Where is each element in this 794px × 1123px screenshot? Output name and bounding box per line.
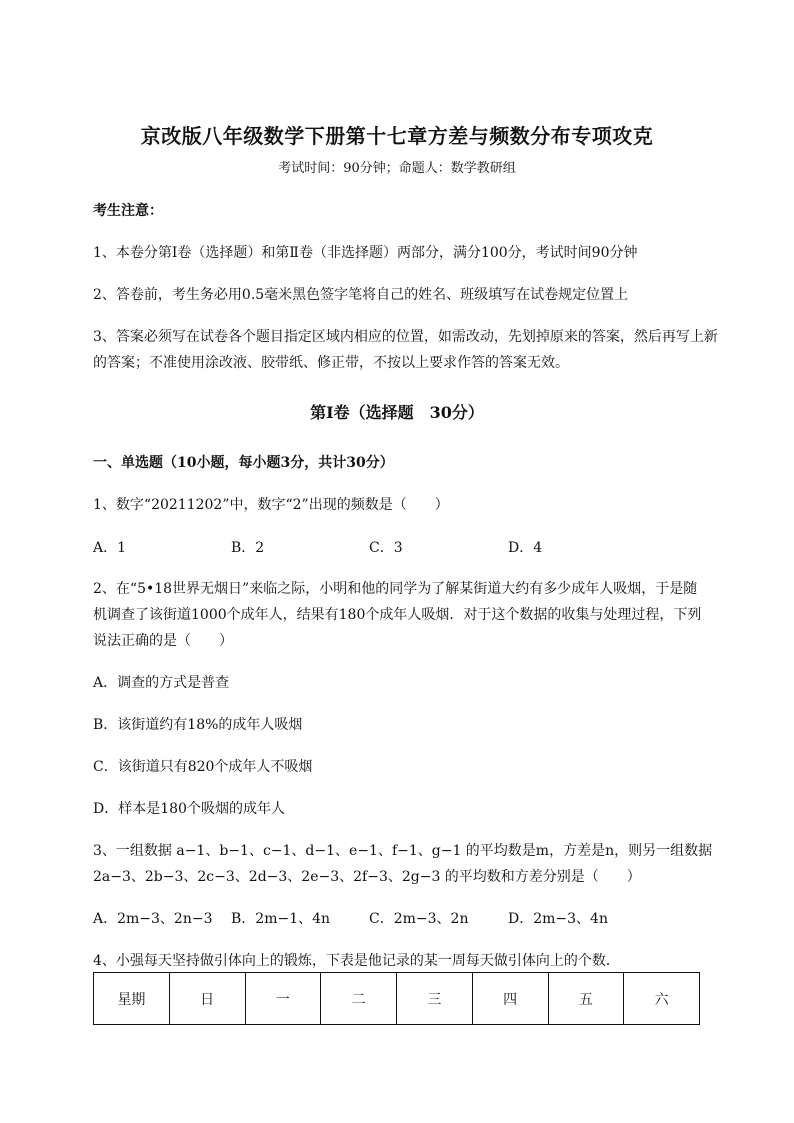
q2-option-d: D．样本是180个吸烟的成年人 <box>93 801 285 817</box>
notice-item-3: 3、答案必须写在试卷各个题目指定区域内相应的位置，如需改动，先划掉原来的答案，然后再写上新 <box>93 329 718 345</box>
table-header-cell: 五 <box>548 973 624 1025</box>
q2-stem-line-3: 说法正确的是（ ） <box>93 633 233 649</box>
table-header-cell: 二 <box>321 973 397 1025</box>
notice-item-3-cont: 的答案；不准使用涂改液、胶带纸、修正带，不按以上要求作答的答案无效。 <box>93 355 569 371</box>
exam-subtitle: 考试时间：90分钟；命题人：数学教研组 <box>278 161 516 176</box>
q3-option-a: A．2m−3、2n−3 <box>93 911 213 927</box>
q4-stem: 4、小强每天坚持做引体向上的锻炼，下表是他记录的某一周每天做引体向上的个数． <box>93 953 620 969</box>
table-header-cell: 日 <box>169 973 245 1025</box>
table-row <box>94 973 700 1025</box>
table-header-cell: 三 <box>397 973 473 1025</box>
q3-stem-line-1: 3、一组数据 a−1、b−1、c−1、d−1、e−1、f−1、g−1 的平均数是m，方差是n，则另一组数据 <box>93 843 713 859</box>
table-header-cell: 六 <box>624 973 700 1025</box>
exam-title: 京改版八年级数学下册第十七章方差与频数分布专项攻克 <box>140 124 654 148</box>
notice-heading: 考生注意： <box>93 203 163 219</box>
part-heading: 一、单选题（10小题，每小题3分，共计30分） <box>93 455 394 471</box>
notice-item-2: 2、答卷前，考生务必用0.5毫米黑色签字笔将自己的姓名、班级填写在试卷规定位置上 <box>93 287 629 303</box>
q1-option-d: D．4 <box>508 540 543 556</box>
q2-option-c: C．该街道只有820个成年人不吸烟 <box>93 759 313 775</box>
q1-option-a: A．1 <box>93 540 127 556</box>
notice-item-1: 1、本卷分第Ⅰ卷（选择题）和第Ⅱ卷（非选择题）两部分，满分100分，考试时间90分钟 <box>93 245 638 261</box>
table-header-cell: 四 <box>472 973 548 1025</box>
q3-option-d: D．2m−3、4n <box>508 911 608 927</box>
q1-stem: 1、数字“20211202”中，数字“2”出现的频数是（ ） <box>93 497 449 513</box>
q3-stem-line-2: 2a−3、2b−3、2c−3、2d−3、2e−3、2f−3、2g−3 的平均数和方差分别是（ ） <box>93 869 641 885</box>
q3-option-c: C．2m−3、2n <box>369 911 469 927</box>
q2-option-a: A．调查的方式是普查 <box>93 675 230 691</box>
q2-option-b: B．该街道约有18%的成年人吸烟 <box>93 717 303 733</box>
q1-option-b: B．2 <box>231 540 265 556</box>
section-title: 第Ⅰ卷（选择题 30分） <box>310 403 484 422</box>
q1-option-c: C．3 <box>369 540 403 556</box>
q3-option-b: B．2m−1、4n <box>231 911 331 927</box>
table-header-cell: 星期 <box>94 973 170 1025</box>
table-header-cell: 一 <box>245 973 321 1025</box>
q2-stem-line-2: 机调查了该街道1000个成年人，结果有180个成年人吸烟．对于这个数据的收集与处理过程，下列 <box>93 607 702 623</box>
weekday-table <box>93 972 700 1025</box>
q2-stem-line-1: 2、在“5•18世界无烟日”来临之际，小明和他的同学为了解某街道大约有多少成年人吸烟，于是随 <box>93 581 698 597</box>
